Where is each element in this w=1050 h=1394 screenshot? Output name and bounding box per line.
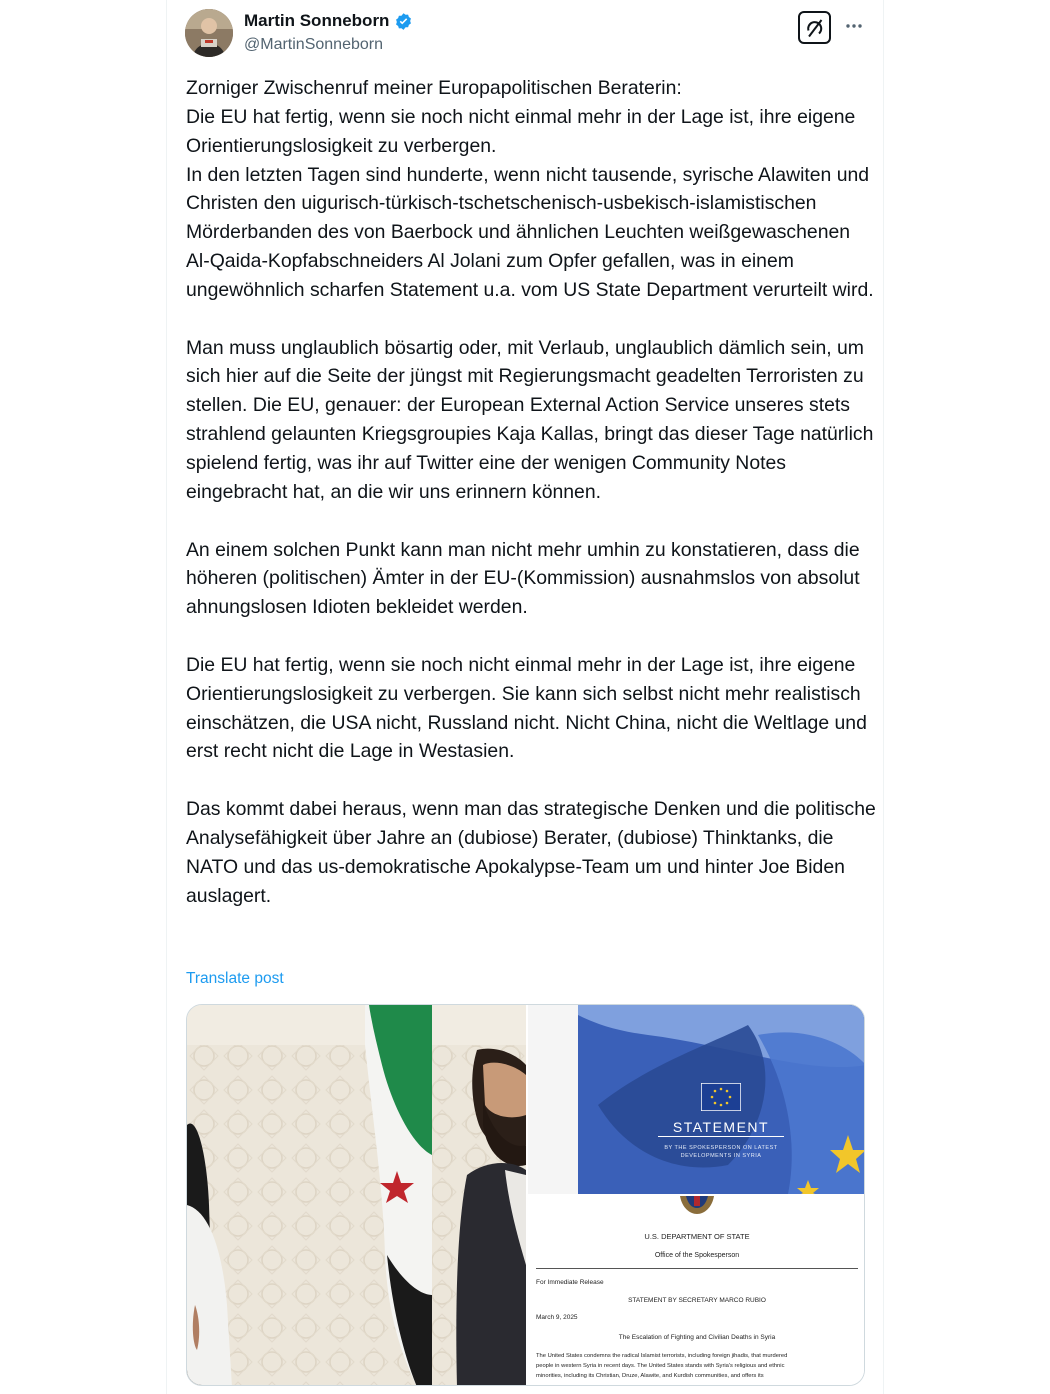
us-statement-body-3: minorities, including its Christian, Druze, Alawite, and Kurdish communities, and offers its — [536, 1373, 764, 1379]
photo-meeting[interactable] — [187, 1005, 526, 1386]
avatar[interactable] — [185, 9, 233, 57]
us-statement-date: March 9, 2025 — [536, 1314, 578, 1321]
eu-statement-title: STATEMENT — [658, 1119, 784, 1137]
us-seal-icon — [678, 1196, 716, 1216]
eu-statement-subtitle-2: DEVELOPMENTS IN SYRIA — [680, 1153, 762, 1159]
eu-statement-subtitle-1: BY THE SPOKESPERSON ON LATEST — [664, 1145, 778, 1151]
us-statement-body-1: The United States condemns the radical Islamist terrorists, including foreign jihadis, that murdered — [536, 1353, 788, 1359]
us-statement-body-2: people in western Syria in recent days. The United States stands with Syria's religious and ethnic — [536, 1363, 785, 1369]
us-statement-heading: STATEMENT BY SECRETARY MARCO RUBIO — [628, 1297, 766, 1304]
photo-us-statement[interactable] — [528, 1196, 865, 1386]
meeting-photo-image — [187, 1005, 526, 1386]
more-icon — [845, 23, 863, 29]
us-office-name: Office of the Spokesperson — [654, 1252, 740, 1259]
us-department-name: U.S. DEPARTMENT OF STATE — [644, 1232, 750, 1241]
grok-icon — [804, 17, 826, 39]
grok-button[interactable] — [798, 11, 831, 44]
avatar-image — [185, 9, 233, 57]
tweet-text: Zorniger Zwischenruf meiner Europapolitischen Beraterin: Die EU hat fertig, wenn sie noch nicht einmal mehr in der Lage ist, ihre eigene Orientierungslosigkeit zu verbergen. In den letzten Tagen sind hunderte, wenn nicht tausende, syrische Alawiten und Christen den uigurisch-türkisch-tschetschenisch-usbekisch-islamistischen Mörderbanden des von Baerbock und ähnlichen Leuchten weißgewaschenen Al-Qaida-Kopfabschneiders Al Jolani zum Opfer gefallen, was in einem ungewöhnlich scharfen Statement u.a. vom US State Department verurteilt wird. Man muss unglaublich bösartig oder, mit Verlaub, unglaublich dämlich sein, um sich hier auf die Seite der jüngst mit Regierungsmacht geadelten Terroristen zu stellen. Die EU, genauer: der European External Action Service unseres stets strahlend gelaunten Kriegsgroupies Kaja Kallas, bringt das dieser Tage natürlich spielend fertig, was ihr auf Twitter eine der wenigen Community Notes eingebracht hat, an die wir uns erinnern können. An einem solchen Punkt kann man nicht mehr umhin zu konstatieren, dass die höheren (politischen) Ämter in der EU-(Kommission) ausnahmslos von absolut ahnungslosen Idioten bekleidet werden. Die EU hat fertig, wenn sie noch nicht einmal mehr in der Lage ist, ihre eigene Orientierungslosigkeit zu verbergen. Sie kann sich selbst nicht mehr realistisch einschätzen, die USA nicht, Russland nicht. Nicht China, nicht die Weltlage und erst recht nicht die Lage in Westasien. Das kommt dabei heraus, wenn man das strategische Denken und die politische Analysefähigkeit über Jahre an (dubiose) Berater, (dubiose) Thinktanks, die NATO und das us-demokratische Apokalypse-Team um und hinter Joe Biden auslagert. — [186, 77, 876, 907]
author-handle[interactable]: @MartinSonneborn — [244, 36, 383, 53]
verified-badge-icon — [394, 12, 413, 31]
author-name[interactable]: Martin Sonneborn — [244, 11, 390, 30]
author-name-row[interactable] — [244, 11, 413, 31]
us-release-label: For Immediate Release — [536, 1279, 604, 1286]
eu-flag-background-icon — [528, 1005, 865, 1194]
translate-post-link[interactable]: Translate post — [186, 970, 284, 987]
media-grid[interactable] — [186, 1004, 865, 1386]
us-statement-subject: The Escalation of Fighting and Civilian Deaths in Syria — [618, 1334, 776, 1341]
photo-eu-statement[interactable] — [528, 1005, 865, 1194]
tweet-card — [166, 0, 884, 1394]
doc-divider — [536, 1268, 858, 1269]
more-button[interactable] — [843, 13, 865, 39]
eu-logo-icon — [701, 1083, 741, 1111]
